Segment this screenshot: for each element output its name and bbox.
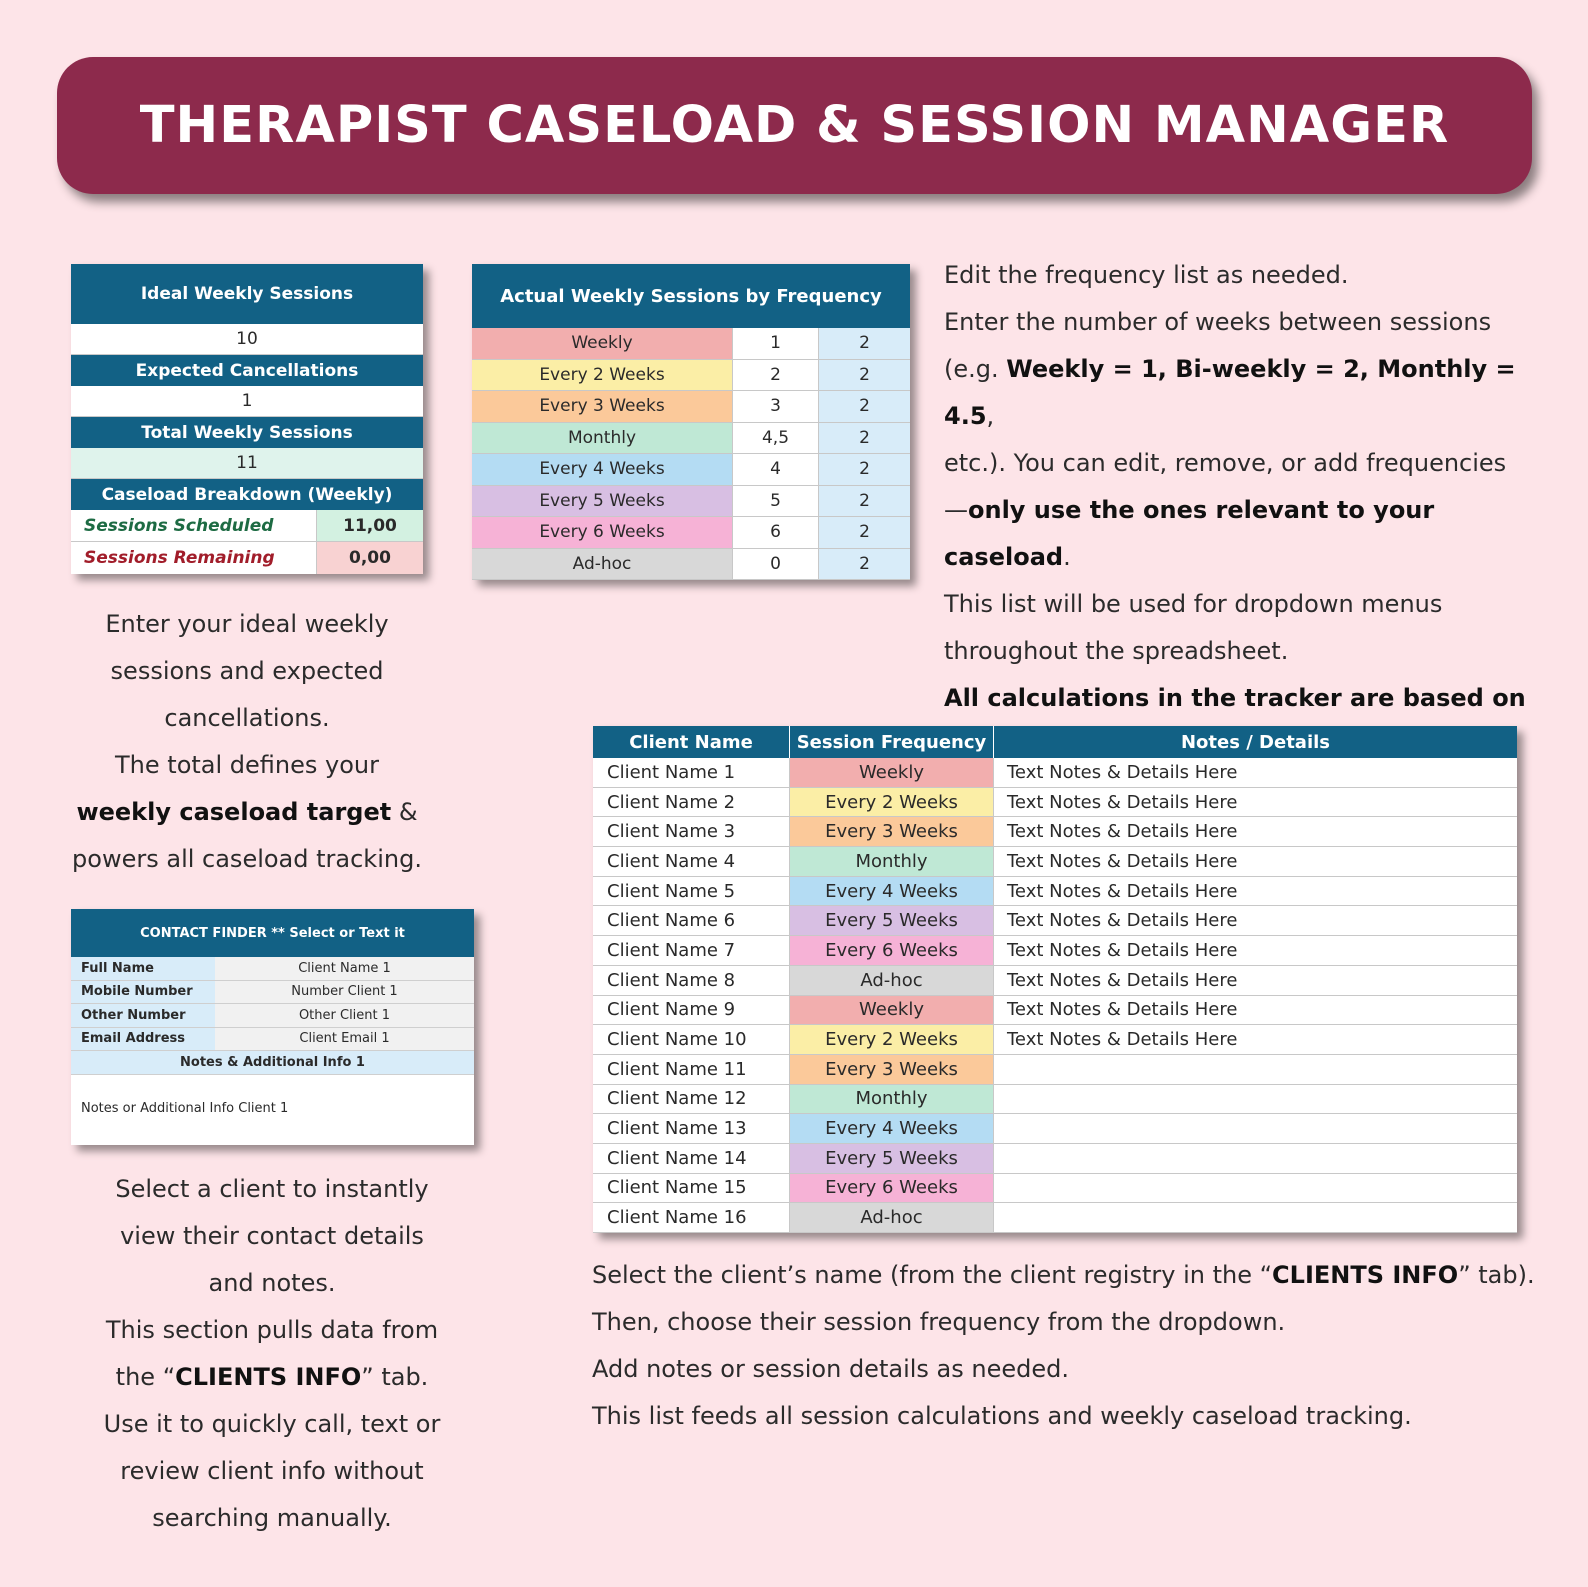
ideal-sessions-header: Ideal Weekly Sessions — [71, 264, 423, 324]
notes-cell[interactable]: Text Notes & Details Here — [1007, 910, 1238, 932]
session-frequency-dropdown[interactable]: Every 6 Weeks — [790, 936, 994, 965]
ideal-text-line: The total defines your — [115, 751, 379, 779]
frequency-weeks[interactable]: 4,5 — [733, 423, 819, 454]
contact-row — [71, 1028, 474, 1052]
frequency-name[interactable]: Every 4 Weeks — [472, 454, 733, 485]
contact-value[interactable]: Number Client 1 — [215, 981, 474, 1004]
contact-notes: Notes or Additional Info Client 1 — [81, 1100, 289, 1116]
caseload-breakdown-header: Caseload Breakdown (Weekly) — [71, 479, 423, 510]
frequency-weeks[interactable]: 2 — [733, 360, 819, 391]
frequency-instructions — [944, 252, 1564, 769]
client-name-cell[interactable]: Client Name 13 — [593, 1114, 790, 1143]
sessions-remaining-value: 0,00 — [316, 542, 423, 574]
notes-cell[interactable]: Text Notes & Details Here — [1007, 880, 1238, 902]
session-frequency-dropdown[interactable]: Every 5 Weeks — [790, 906, 994, 935]
table-row — [593, 996, 1517, 1026]
frequency-count: 2 — [819, 360, 910, 391]
contact-text-line: Use it to quickly call, text or — [103, 1410, 441, 1438]
table-row — [593, 1085, 1517, 1115]
frequency-text-line: —only use the ones relevant to your caseload. — [944, 496, 1435, 571]
client-name-cell[interactable]: Client Name 9 — [593, 996, 790, 1025]
table-row — [593, 936, 1517, 966]
contact-text-line: This section pulls data from — [105, 1316, 439, 1344]
session-frequency-dropdown[interactable]: Every 5 Weeks — [790, 1144, 994, 1173]
ideal-text-line: Enter your ideal weekly — [105, 610, 389, 638]
frequency-row — [472, 360, 910, 392]
ideal-text-line: powers all caseload tracking. — [72, 845, 422, 873]
expected-cancellations-input[interactable]: 1 — [71, 386, 423, 417]
client-table — [593, 726, 1517, 1233]
frequency-row — [472, 391, 910, 423]
frequency-weeks[interactable]: 5 — [733, 486, 819, 517]
total-sessions-header: Total Weekly Sessions — [71, 417, 423, 448]
notes-cell[interactable] — [994, 1203, 1517, 1232]
client-name-cell[interactable]: Client Name 2 — [593, 788, 790, 817]
sessions-remaining-label: Sessions Remaining — [84, 548, 275, 568]
contact-text-line: view their contact details — [120, 1222, 424, 1250]
client-rows — [593, 758, 1517, 1233]
session-frequency-dropdown[interactable]: Weekly — [790, 758, 994, 787]
ideal-sessions-input[interactable]: 10 — [71, 324, 423, 355]
frequency-weeks[interactable]: 6 — [733, 517, 819, 548]
frequency-name[interactable]: Monthly — [472, 423, 733, 454]
total-sessions-value: 11 — [71, 448, 423, 479]
contact-text-line: Select a client to instantly — [115, 1175, 429, 1203]
session-frequency-dropdown[interactable]: Every 6 Weeks — [790, 1174, 994, 1203]
notes-cell[interactable] — [994, 1174, 1517, 1203]
frequency-text-line: etc.). You can edit, remove, or add frequencies — [944, 449, 1507, 477]
client-text-line: This list feeds all session calculations and weekly caseload tracking. — [592, 1402, 1412, 1430]
frequency-row — [472, 517, 910, 549]
frequency-weeks[interactable]: 1 — [733, 328, 819, 359]
frequency-name[interactable]: Every 5 Weeks — [472, 486, 733, 517]
contact-row — [71, 1004, 474, 1028]
contact-label: Other Number — [71, 1004, 215, 1027]
table-row — [593, 1114, 1517, 1144]
contact-text-line: review client info without — [120, 1457, 424, 1485]
contact-text-line: and notes. — [208, 1269, 336, 1297]
notes-cell[interactable] — [994, 1144, 1517, 1173]
page-title: THERAPIST CASELOAD & SESSION MANAGER — [139, 96, 1450, 155]
sessions-scheduled-row — [71, 510, 423, 542]
contact-row — [71, 981, 474, 1005]
frequency-name[interactable]: Weekly — [472, 328, 733, 359]
sessions-scheduled-value: 11,00 — [316, 510, 423, 541]
frequency-count: 2 — [819, 486, 910, 517]
client-name-cell[interactable]: Client Name 1 — [593, 758, 790, 787]
session-frequency-dropdown[interactable]: Ad-hoc — [790, 1203, 994, 1232]
contact-label: Full Name — [71, 957, 215, 980]
client-text-line: Then, choose their session frequency from the dropdown. — [592, 1308, 1286, 1336]
contact-finder-header: CONTACT FINDER ** Select or Text it — [71, 909, 474, 957]
table-row — [593, 877, 1517, 907]
table-row — [593, 788, 1517, 818]
notes-cell[interactable]: Text Notes & Details Here — [1007, 969, 1238, 991]
column-session-frequency: Session Frequency — [790, 726, 994, 758]
session-frequency-dropdown[interactable]: Monthly — [790, 1085, 994, 1114]
notes-cell[interactable]: Text Notes & Details Here — [1007, 850, 1238, 872]
frequency-name[interactable]: Ad-hoc — [472, 549, 733, 580]
client-name-cell[interactable]: Client Name 12 — [593, 1085, 790, 1114]
table-row — [593, 817, 1517, 847]
frequency-row — [472, 423, 910, 455]
column-notes-details: Notes / Details — [1180, 731, 1331, 753]
contact-text-line: searching manually. — [152, 1504, 392, 1532]
contact-value[interactable]: Other Client 1 — [215, 1004, 474, 1027]
table-row — [593, 1144, 1517, 1174]
client-name-cell[interactable]: Client Name 3 — [593, 817, 790, 846]
session-frequency-dropdown[interactable]: Every 3 Weeks — [790, 1055, 994, 1084]
ideal-text-line: weekly caseload target & — [76, 798, 418, 826]
contact-value[interactable]: Client Name 1 — [215, 957, 474, 980]
contact-rows — [71, 957, 474, 1051]
notes-cell[interactable]: Text Notes & Details Here — [1007, 939, 1238, 961]
ideal-text-line: cancellations. — [164, 704, 330, 732]
frequency-weeks[interactable]: 0 — [733, 549, 819, 580]
contact-label: Mobile Number — [71, 981, 215, 1004]
frequency-weeks[interactable]: 4 — [733, 454, 819, 485]
notes-cell[interactable]: Text Notes & Details Here — [1007, 1029, 1238, 1051]
contact-notes-header: Notes & Additional Info 1 — [71, 1051, 474, 1075]
session-frequency-dropdown[interactable]: Every 3 Weeks — [790, 817, 994, 846]
frequency-count: 2 — [819, 423, 910, 454]
table-row — [593, 906, 1517, 936]
frequency-text-line: All calculations in the tracker are based on — [944, 684, 1526, 712]
frequency-count: 2 — [819, 549, 910, 580]
session-frequency-dropdown[interactable]: Every 4 Weeks — [790, 1114, 994, 1143]
table-row — [593, 1174, 1517, 1204]
notes-cell[interactable]: Text Notes & Details Here — [1007, 761, 1238, 783]
frequency-name[interactable]: Every 6 Weeks — [472, 517, 733, 548]
client-instructions — [592, 1252, 1572, 1440]
frequency-count: 2 — [819, 328, 910, 359]
session-frequency-dropdown[interactable]: Every 2 Weeks — [790, 788, 994, 817]
contact-label: Email Address — [71, 1028, 215, 1051]
frequency-text-line: (e.g. Weekly = 1, Bi-weekly = 2, Monthly = 4.5, — [944, 355, 1516, 430]
contact-row — [71, 957, 474, 981]
frequency-row — [472, 486, 910, 518]
notes-cell[interactable] — [994, 1114, 1517, 1143]
session-frequency-dropdown[interactable]: Weekly — [790, 996, 994, 1025]
frequency-text-line: This list will be used for dropdown menus — [944, 590, 1443, 618]
frequency-count: 2 — [819, 391, 910, 422]
client-name-cell[interactable]: Client Name 16 — [593, 1203, 790, 1232]
client-name-cell[interactable]: Client Name 8 — [593, 966, 790, 995]
table-row — [593, 966, 1517, 996]
frequency-text-line: throughout the spreadsheet. — [944, 637, 1289, 665]
frequency-name[interactable]: Every 3 Weeks — [472, 391, 733, 422]
frequency-name[interactable]: Every 2 Weeks — [472, 360, 733, 391]
session-frequency-dropdown[interactable]: Ad-hoc — [790, 966, 994, 995]
frequency-weeks[interactable]: 3 — [733, 391, 819, 422]
client-name-cell[interactable]: Client Name 10 — [593, 1025, 790, 1054]
notes-cell[interactable]: Text Notes & Details Here — [1007, 791, 1238, 813]
client-name-cell[interactable]: Client Name 7 — [593, 936, 790, 965]
table-row — [593, 1203, 1517, 1233]
notes-cell[interactable] — [994, 1085, 1517, 1114]
frequency-count: 2 — [819, 517, 910, 548]
client-text-line: Add notes or session details as needed. — [592, 1355, 1069, 1383]
client-name-cell[interactable]: Client Name 11 — [593, 1055, 790, 1084]
contact-instructions — [72, 1166, 472, 1542]
frequency-rows — [472, 328, 910, 580]
frequency-header: Actual Weekly Sessions by Frequency — [472, 264, 910, 328]
frequency-card — [472, 264, 910, 580]
contact-text-line: the “CLIENTS INFO” tab. — [115, 1363, 429, 1391]
column-client-name: Client Name — [593, 726, 790, 758]
expected-cancellations-header: Expected Cancellations — [71, 355, 423, 386]
client-name-cell[interactable]: Client Name 15 — [593, 1174, 790, 1203]
session-frequency-dropdown[interactable]: Every 2 Weeks — [790, 1025, 994, 1054]
session-frequency-dropdown[interactable]: Every 4 Weeks — [790, 877, 994, 906]
contact-value[interactable]: Client Email 1 — [215, 1028, 474, 1051]
frequency-text-line: Edit the frequency list as needed. — [944, 261, 1349, 289]
client-table-header — [593, 726, 1517, 758]
frequency-row — [472, 454, 910, 486]
frequency-text-line: Enter the number of weeks between sessions — [944, 308, 1492, 336]
table-row — [593, 1025, 1517, 1055]
table-row — [593, 847, 1517, 877]
table-row — [593, 758, 1517, 788]
client-text-line: Select the client’s name (from the client registry in the “CLIENTS INFO” tab). — [592, 1261, 1535, 1289]
frequency-row — [472, 549, 910, 581]
sessions-scheduled-label: Sessions Scheduled — [84, 515, 274, 536]
session-frequency-dropdown[interactable]: Monthly — [790, 847, 994, 876]
ideal-instructions — [40, 601, 454, 883]
notes-cell[interactable] — [994, 1055, 1517, 1084]
client-name-cell[interactable]: Client Name 14 — [593, 1144, 790, 1173]
client-name-cell[interactable]: Client Name 4 — [593, 847, 790, 876]
frequency-count: 2 — [819, 454, 910, 485]
client-name-cell[interactable]: Client Name 5 — [593, 877, 790, 906]
client-name-cell[interactable]: Client Name 6 — [593, 906, 790, 935]
frequency-row — [472, 328, 910, 360]
title-banner — [57, 57, 1532, 194]
contact-finder-card — [71, 909, 474, 1145]
notes-cell[interactable]: Text Notes & Details Here — [1007, 999, 1238, 1021]
table-row — [593, 1055, 1517, 1085]
ideal-sessions-card — [71, 264, 423, 574]
ideal-text-line: sessions and expected — [110, 657, 384, 685]
notes-cell[interactable]: Text Notes & Details Here — [1007, 821, 1238, 843]
sessions-remaining-row — [71, 542, 423, 574]
